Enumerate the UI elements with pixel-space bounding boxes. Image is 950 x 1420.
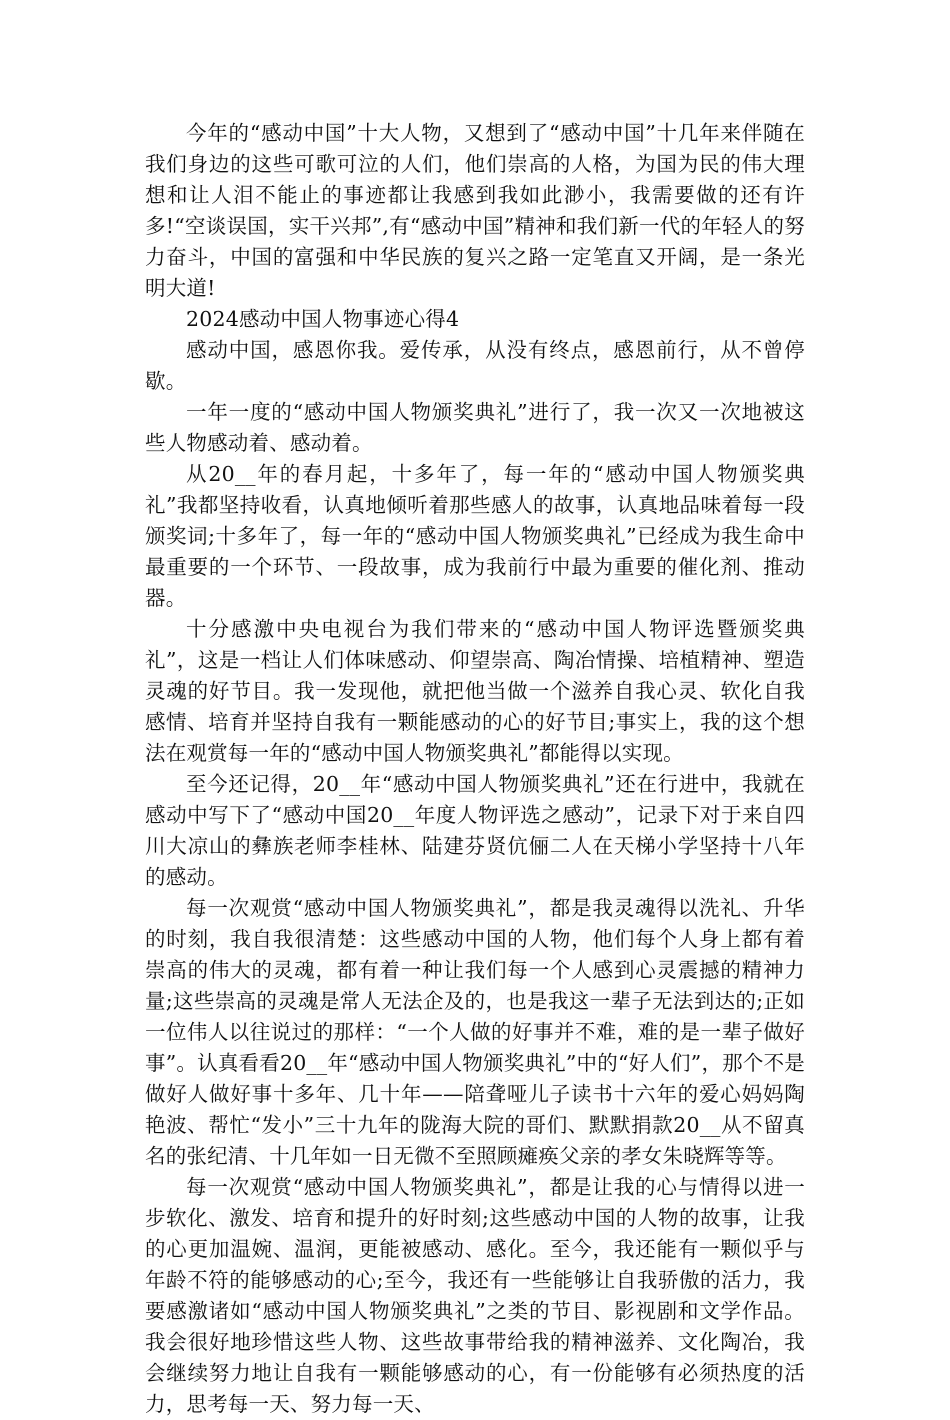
paragraph-soul-baptism: 每一次观赏“感动中国人物颁奖典礼”，都是我灵魂得以洗礼、升华的时刻，我自我很清楚：这些感动中国的人物，他们每个人身上都有着崇高的伟大的灵魂，都有着一种让我们每一个人感到心灵震撼的精神力量;这些崇高的灵魂是常人无法企及的，也是我这一辈子无法到达的;正如一位伟人以往说过的那样：“一个人做的好事并不难，难的是一辈子做好事”。认真看看20__年“感动中国人物颁奖典礼”中的“好人们”，那个不是做好人做好事十多年、几十年——陪聋哑儿子读书十六年的爱心妈妈陶艳波、帮忙“发小”三十九年的陇海大院的哥们、默默捐款20__从不留真名的张纪清、十几年如一日无微不至照顾瘫痪父亲的孝女朱晓辉等等。 xyxy=(145,896,805,1168)
paragraph-heart-softening: 每一次观赏“感动中国人物颁奖典礼”，都是让我的心与情得以进一步软化、激发、培育和提升的好时刻;这些感动中国的人物的故事，让我的心更加温婉、温润，更能被感动、感化。至今，我还能有一颗似乎与年龄不符的能够感动的心;至今，我还有一些能够让自我骄傲的活力，我要感激诸如“感动中国人物颁奖典礼”之类的节目、影视剧和文学作品。我会很好地珍惜这些人物、这些故事带给我的精神滋养、文化陶冶，我会继续努力地让自我有一颗能够感动的心，有一份能够有必须热度的活力，思考每一天、努力每一天、 xyxy=(145,1175,805,1416)
paragraph-memory: 至今还记得，20__年“感动中国人物颁奖典礼”还在行进中，我就在感动中写下了“感动中国20__年度人物评选之感动”，记录下对于来自四川大凉山的彝族老师李桂林、陆建芬贤伉俪二人在天梯小学坚持十八年的感动。 xyxy=(145,772,805,889)
paragraph-annual-ceremony: 一年一度的“感动中国人物颁奖典礼”进行了，我一次又一次地被这些人物感动着、感动着。 xyxy=(145,400,805,455)
paragraph-ten-years: 从20__年的春月起，十多年了，每一年的“感动中国人物颁奖典礼”我都坚持收看，认真地倾听着那些感人的故事，认真地品味着每一段颁奖词;十多年了，每一年的“感动中国人物颁奖典礼”已经成为我生命中最重要的一个环节、一段故事，成为我前行中最为重要的催化剂、推动器。 xyxy=(145,462,805,610)
paragraph-gratitude: 感动中国，感恩你我。爱传承，从没有终点，感恩前行，从不曾停歇。 xyxy=(145,338,805,393)
section-heading: 2024感动中国人物事迹心得4 xyxy=(186,307,460,331)
paragraph-intro: 今年的“感动中国”十大人物，又想到了“感动中国”十几年来伴随在我们身边的这些可歌可泣的人们，他们崇高的人格，为国为民的伟大理想和让人泪不能止的事迹都让我感到我如此渺小，我需要做的还有许多!“空谈误国，实干兴邦”,有“感动中国”精神和我们新一代的年轻人的努力奋斗，中国的富强和中华民族的复兴之路一定笔直又开阔，是一条光明大道! xyxy=(145,121,805,300)
paragraph-cctv-thanks: 十分感激中央电视台为我们带来的“感动中国人物评选暨颁奖典礼”，这是一档让人们体味感动、仰望崇高、陶冶情操、培植精神、塑造灵魂的好节目。我一发现他，就把他当做一个滋养自我心灵、软化自我感情、培育并坚持自我有一颗能感动的心的好节目;事实上，我的这个想法在观赏每一年的“感动中国人物颁奖典礼”都能得以实现。 xyxy=(145,617,805,765)
document-page xyxy=(145,118,805,1420)
